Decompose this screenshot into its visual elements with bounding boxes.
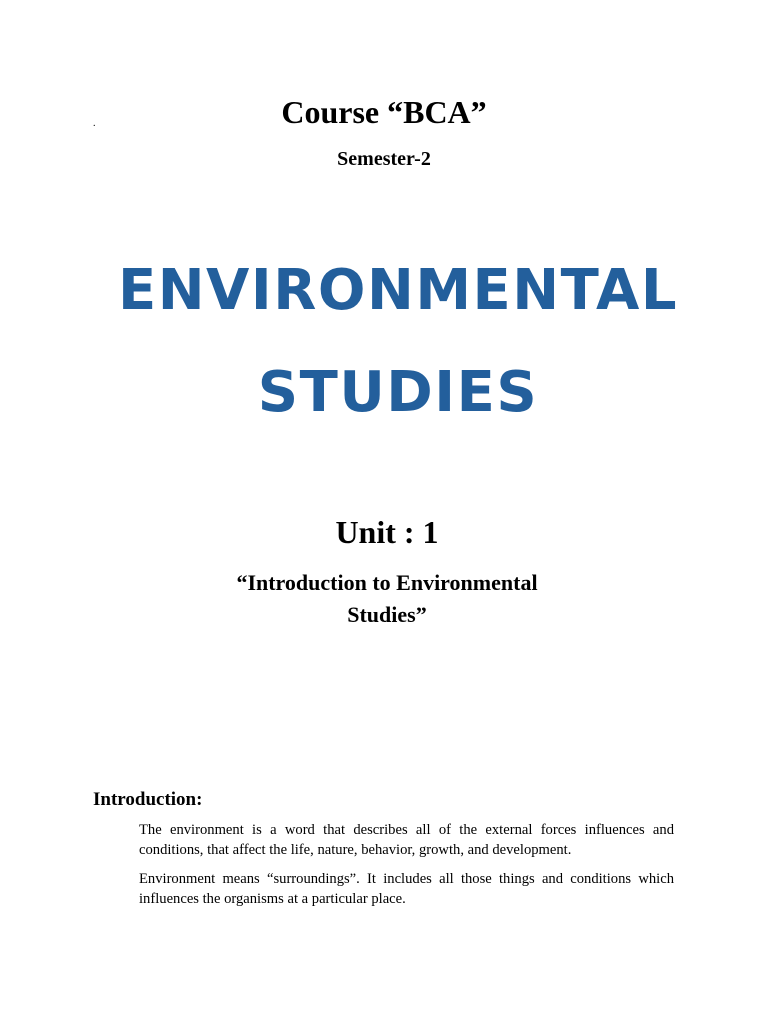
introduction-heading: Introduction: — [93, 789, 203, 810]
stray-mark: . — [93, 118, 96, 129]
unit-title: Unit : 1 — [335, 514, 439, 550]
subject-title-line-2: STUDIES — [257, 360, 539, 425]
introduction-paragraph: The environment is a word that describes all of the external forces influences and conditions, that affect the life, nature, behavior, growth, and development. — [139, 822, 674, 858]
introduction-paragraph: Environment means “surroundings”. It includes all those things and conditions which influences the organisms at a particular place. — [139, 871, 674, 907]
unit-subtitle: “Introduction to Environmental Studies” — [236, 570, 538, 627]
course-title: Course “BCA” — [281, 94, 487, 130]
subject-title-line-1: ENVIRONMENTAL — [117, 258, 679, 323]
semester-label: Semester-2 — [337, 148, 431, 170]
subject-title — [0, 240, 768, 444]
